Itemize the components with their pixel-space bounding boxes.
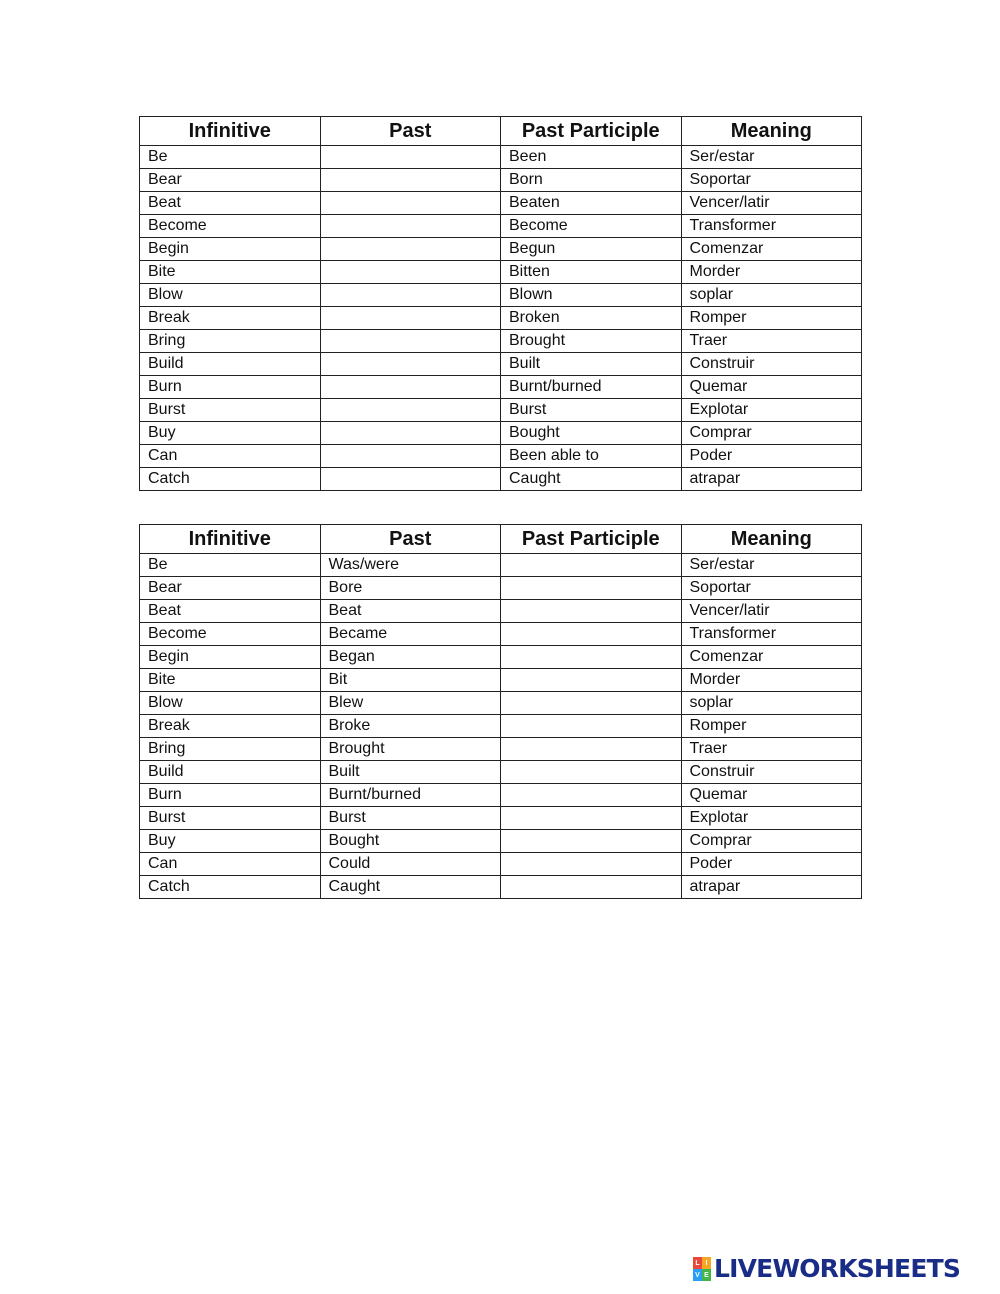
cell-past-participle <box>501 807 682 830</box>
cell-infinitive: Begin <box>140 238 321 261</box>
cell-meaning: atrapar <box>681 468 862 491</box>
cell-past <box>320 330 501 353</box>
cell-meaning: Comenzar <box>681 238 862 261</box>
cell-meaning: Vencer/latir <box>681 600 862 623</box>
header-row <box>140 525 862 554</box>
logo-mark-letter: V <box>693 1269 702 1281</box>
cell-past: Beat <box>320 600 501 623</box>
table-body <box>140 554 862 899</box>
cell-infinitive: Bite <box>140 669 321 692</box>
cell-infinitive: Burst <box>140 807 321 830</box>
table-row <box>140 554 862 577</box>
table-row <box>140 238 862 261</box>
cell-past: Bore <box>320 577 501 600</box>
table-row <box>140 669 862 692</box>
cell-meaning: atrapar <box>681 876 862 899</box>
table-row <box>140 807 862 830</box>
logo-text: LIVEWORKSHEETS <box>714 1254 961 1283</box>
cell-past <box>320 422 501 445</box>
cell-meaning: Explotar <box>681 399 862 422</box>
cell-infinitive: Bring <box>140 738 321 761</box>
table-row <box>140 600 862 623</box>
column-header-infinitive: Infinitive <box>140 525 321 554</box>
cell-past: Burst <box>320 807 501 830</box>
table-row <box>140 284 862 307</box>
table-row <box>140 784 862 807</box>
cell-infinitive: Burst <box>140 399 321 422</box>
table-row <box>140 468 862 491</box>
logo-mark-letter: E <box>702 1269 711 1281</box>
cell-meaning: Comenzar <box>681 646 862 669</box>
table-body <box>140 146 862 491</box>
table-row <box>140 261 862 284</box>
cell-past <box>320 445 501 468</box>
cell-past-participle <box>501 600 682 623</box>
cell-infinitive: Be <box>140 146 321 169</box>
header-row <box>140 117 862 146</box>
cell-meaning: Traer <box>681 738 862 761</box>
logo-mark-letter: I <box>702 1257 711 1269</box>
table-row <box>140 376 862 399</box>
cell-infinitive: Blow <box>140 284 321 307</box>
cell-infinitive: Break <box>140 307 321 330</box>
cell-past-participle: Built <box>501 353 682 376</box>
logo-mark-letter: L <box>693 1257 702 1269</box>
table-header <box>140 525 862 554</box>
cell-past <box>320 238 501 261</box>
cell-meaning: Morder <box>681 669 862 692</box>
cell-past: Began <box>320 646 501 669</box>
cell-past: Bought <box>320 830 501 853</box>
cell-past-participle: Caught <box>501 468 682 491</box>
table-row <box>140 353 862 376</box>
cell-past-participle: Become <box>501 215 682 238</box>
table-row <box>140 146 862 169</box>
column-header-meaning: Meaning <box>681 117 862 146</box>
cell-past: Could <box>320 853 501 876</box>
verb-table-2 <box>139 524 862 899</box>
cell-past <box>320 215 501 238</box>
cell-meaning: soplar <box>681 284 862 307</box>
cell-infinitive: Can <box>140 853 321 876</box>
cell-meaning: Comprar <box>681 830 862 853</box>
cell-past <box>320 192 501 215</box>
cell-infinitive: Become <box>140 215 321 238</box>
cell-infinitive: Become <box>140 623 321 646</box>
cell-meaning: Traer <box>681 330 862 353</box>
cell-infinitive: Catch <box>140 468 321 491</box>
cell-infinitive: Be <box>140 554 321 577</box>
verb-table-1 <box>139 116 862 491</box>
table-row <box>140 577 862 600</box>
cell-meaning: Ser/estar <box>681 554 862 577</box>
cell-infinitive: Can <box>140 445 321 468</box>
cell-meaning: Romper <box>681 715 862 738</box>
cell-meaning: Explotar <box>681 807 862 830</box>
column-header-past: Past <box>320 117 501 146</box>
cell-past-participle <box>501 876 682 899</box>
cell-meaning: Soportar <box>681 169 862 192</box>
cell-past-participle <box>501 715 682 738</box>
table-row <box>140 738 862 761</box>
column-header-past-participle: Past Participle <box>501 525 682 554</box>
cell-past-participle <box>501 853 682 876</box>
cell-meaning: Quemar <box>681 376 862 399</box>
cell-meaning: Vencer/latir <box>681 192 862 215</box>
liveworksheets-logo-icon <box>693 1257 711 1281</box>
cell-past-participle <box>501 784 682 807</box>
cell-meaning: Poder <box>681 853 862 876</box>
table-row <box>140 715 862 738</box>
cell-past-participle: Been <box>501 146 682 169</box>
cell-past-participle: Brought <box>501 330 682 353</box>
cell-past-participle <box>501 577 682 600</box>
table-row <box>140 876 862 899</box>
cell-infinitive: Bring <box>140 330 321 353</box>
table-row <box>140 646 862 669</box>
cell-past-participle <box>501 646 682 669</box>
cell-past <box>320 376 501 399</box>
cell-infinitive: Bite <box>140 261 321 284</box>
column-header-infinitive: Infinitive <box>140 117 321 146</box>
cell-meaning: Construir <box>681 353 862 376</box>
cell-meaning: Transformer <box>681 623 862 646</box>
cell-infinitive: Build <box>140 761 321 784</box>
cell-past-participle: Born <box>501 169 682 192</box>
table-row <box>140 169 862 192</box>
cell-past-participle <box>501 554 682 577</box>
table-row <box>140 623 862 646</box>
table-row <box>140 399 862 422</box>
cell-past-participle <box>501 830 682 853</box>
cell-past <box>320 307 501 330</box>
cell-past <box>320 353 501 376</box>
cell-past-participle: Burnt/burned <box>501 376 682 399</box>
column-header-past-participle: Past Participle <box>501 117 682 146</box>
cell-meaning: Construir <box>681 761 862 784</box>
cell-infinitive: Bear <box>140 169 321 192</box>
cell-past-participle <box>501 669 682 692</box>
cell-meaning: Quemar <box>681 784 862 807</box>
table-row <box>140 830 862 853</box>
table-row <box>140 215 862 238</box>
cell-infinitive: Bear <box>140 577 321 600</box>
cell-past <box>320 169 501 192</box>
cell-meaning: Poder <box>681 445 862 468</box>
cell-past: Burnt/burned <box>320 784 501 807</box>
cell-past-participle: Broken <box>501 307 682 330</box>
column-header-meaning: Meaning <box>681 525 862 554</box>
liveworksheets-logo <box>693 1256 960 1282</box>
cell-past: Became <box>320 623 501 646</box>
cell-past-participle: Bitten <box>501 261 682 284</box>
cell-past: Built <box>320 761 501 784</box>
cell-infinitive: Begin <box>140 646 321 669</box>
cell-infinitive: Buy <box>140 830 321 853</box>
cell-past <box>320 284 501 307</box>
cell-meaning: Soportar <box>681 577 862 600</box>
table-row <box>140 192 862 215</box>
cell-past-participle <box>501 761 682 784</box>
cell-past-participle: Burst <box>501 399 682 422</box>
table-row <box>140 330 862 353</box>
table-header <box>140 117 862 146</box>
cell-meaning: Transformer <box>681 215 862 238</box>
cell-past-participle <box>501 692 682 715</box>
cell-past-participle: Begun <box>501 238 682 261</box>
column-header-past: Past <box>320 525 501 554</box>
cell-meaning: soplar <box>681 692 862 715</box>
cell-past: Blew <box>320 692 501 715</box>
cell-infinitive: Catch <box>140 876 321 899</box>
cell-infinitive: Build <box>140 353 321 376</box>
cell-meaning: Romper <box>681 307 862 330</box>
cell-past-participle <box>501 623 682 646</box>
cell-past-participle: Bought <box>501 422 682 445</box>
table-row <box>140 445 862 468</box>
table-row <box>140 853 862 876</box>
table-row <box>140 307 862 330</box>
table-row <box>140 692 862 715</box>
cell-infinitive: Burn <box>140 376 321 399</box>
cell-past-participle: Blown <box>501 284 682 307</box>
cell-past: Bit <box>320 669 501 692</box>
cell-infinitive: Beat <box>140 600 321 623</box>
cell-past <box>320 146 501 169</box>
cell-past-participle: Been able to <box>501 445 682 468</box>
cell-infinitive: Break <box>140 715 321 738</box>
cell-past-participle: Beaten <box>501 192 682 215</box>
table-row <box>140 761 862 784</box>
cell-infinitive: Buy <box>140 422 321 445</box>
cell-past: Broke <box>320 715 501 738</box>
cell-infinitive: Burn <box>140 784 321 807</box>
cell-infinitive: Beat <box>140 192 321 215</box>
cell-past: Caught <box>320 876 501 899</box>
cell-past: Brought <box>320 738 501 761</box>
cell-meaning: Comprar <box>681 422 862 445</box>
cell-past: Was/were <box>320 554 501 577</box>
cell-past-participle <box>501 738 682 761</box>
cell-meaning: Ser/estar <box>681 146 862 169</box>
cell-infinitive: Blow <box>140 692 321 715</box>
cell-past <box>320 468 501 491</box>
cell-past <box>320 261 501 284</box>
cell-meaning: Morder <box>681 261 862 284</box>
cell-past <box>320 399 501 422</box>
table-row <box>140 422 862 445</box>
